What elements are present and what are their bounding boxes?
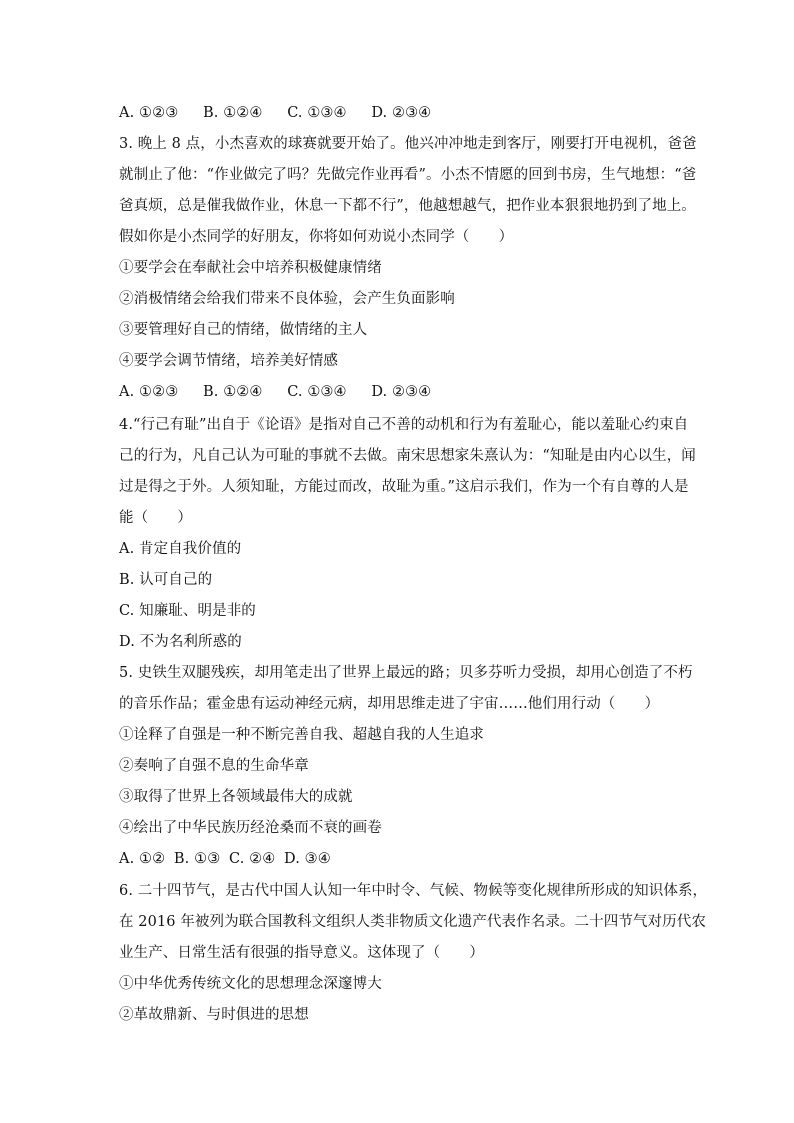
q6-stem-line-3: 业生产、日常生活有很强的指导意义。这体现了（ ） bbox=[119, 945, 484, 961]
q5-option-a: A. ①② bbox=[119, 851, 166, 867]
q5-item-2: ②奏响了自强不息的生命华章 bbox=[119, 758, 309, 774]
q5-item-3: ③取得了世界上各领域最伟大的成就 bbox=[119, 789, 353, 805]
q5-options bbox=[119, 849, 335, 869]
q3-item-2: ②消极情绪会给我们带来不良体验，会产生负面影响 bbox=[119, 291, 455, 307]
q3-option-a: A. ①②③ bbox=[119, 384, 179, 400]
q3-stem-line-1: 3. 晚上 8 点，小杰喜欢的球赛就要开始了。他兴冲冲地走到客厅，刚要打开电视机，爸爸 bbox=[119, 136, 697, 152]
q5-item-1: ①诠释了自强是一种不断完善自我、超越自我的人生追求 bbox=[119, 727, 484, 743]
q4-stem-line-3: 过是得之于外。人须知耻，方能过而改，故耻为重。”这启示我们，作为一个有自尊的人是 bbox=[119, 479, 689, 495]
q3-stem-line-3: 爸真烦，总是催我做作业，休息一下都不行”，他越想越气，把作业本狠狠地扔到了地上。 bbox=[119, 198, 696, 214]
q3-option-b: B. ①②④ bbox=[203, 384, 263, 400]
q4-stem-line-1: 4.“行己有耻”出自于《论语》是指对自己不善的动机和行为有羞耻心，能以羞耻心约束自 bbox=[119, 417, 689, 433]
q5-option-d: D. ③④ bbox=[284, 851, 331, 867]
q5-stem-line-2: 的音乐作品；霍金患有运动神经元病，却用思维走进了宇宙……他们用行动（ ） bbox=[119, 696, 660, 712]
q3-option-c: C. ①③④ bbox=[287, 384, 347, 400]
q6-item-1: ①中华优秀传统文化的思想理念深邃博大 bbox=[119, 976, 382, 992]
q6-stem-line-1: 6. 二十四节气，是古代中国人认知一年中时令、气候、物候等变化规律所形成的知识体系， bbox=[119, 883, 708, 899]
q3-item-1: ①要学会在奉献社会中培养积极健康情绪 bbox=[119, 260, 382, 276]
q4-option-d: D. 不为名利所惑的 bbox=[119, 634, 242, 650]
q3-item-4: ④要学会调节情绪，培养美好情感 bbox=[119, 353, 338, 369]
q5-item-4: ④绘出了中华民族历经沧桑而不衰的画卷 bbox=[119, 820, 382, 836]
q4-option-c: C. 知廉耻、明是非的 bbox=[119, 603, 256, 619]
q5-stem-line-1: 5. 史铁生双腿残疾，却用笔走出了世界上最远的路；贝多芬听力受损，却用心创造了不朽 bbox=[119, 665, 693, 681]
q5-option-c: C. ②④ bbox=[229, 851, 276, 867]
q2-option-b: B. ①②④ bbox=[203, 105, 263, 121]
q3-item-3: ③要管理好自己的情绪，做情绪的主人 bbox=[119, 322, 368, 338]
q3-stem-line-2: 就制止了他：“作业做完了吗？先做完作业再看”。小杰不情愿的回到书房，生气地想：“爸 bbox=[119, 167, 697, 183]
q4-stem-line-2: 己的行为，凡自己认为可耻的事就不去做。南宋思想家朱熹认为：“知耻是由内心以生，闻 bbox=[119, 448, 696, 464]
q6-item-2: ②革故鼎新、与时俱进的思想 bbox=[119, 1007, 309, 1023]
q2-option-a: A. ①②③ bbox=[119, 105, 179, 121]
q3-options bbox=[119, 382, 451, 402]
q4-option-a: A. 肯定自我价值的 bbox=[119, 541, 242, 557]
q2-option-d: D. ②③④ bbox=[371, 105, 432, 121]
q5-option-b: B. ①③ bbox=[173, 851, 221, 867]
q6-stem-line-2: 在 2016 年被列为联合国教科文组织人类非物质文化遗产代表作名录。二十四节气对历代农 bbox=[119, 914, 706, 930]
q4-option-b: B. 认可自己的 bbox=[119, 572, 213, 588]
q4-stem-line-4: 能（ ） bbox=[119, 510, 192, 526]
q3-stem-line-4: 假如你是小杰同学的好朋友，你将如何劝说小杰同学（ ） bbox=[119, 229, 514, 245]
q2-option-c: C. ①③④ bbox=[287, 105, 347, 121]
q2-options bbox=[119, 103, 451, 123]
q3-option-d: D. ②③④ bbox=[371, 384, 432, 400]
